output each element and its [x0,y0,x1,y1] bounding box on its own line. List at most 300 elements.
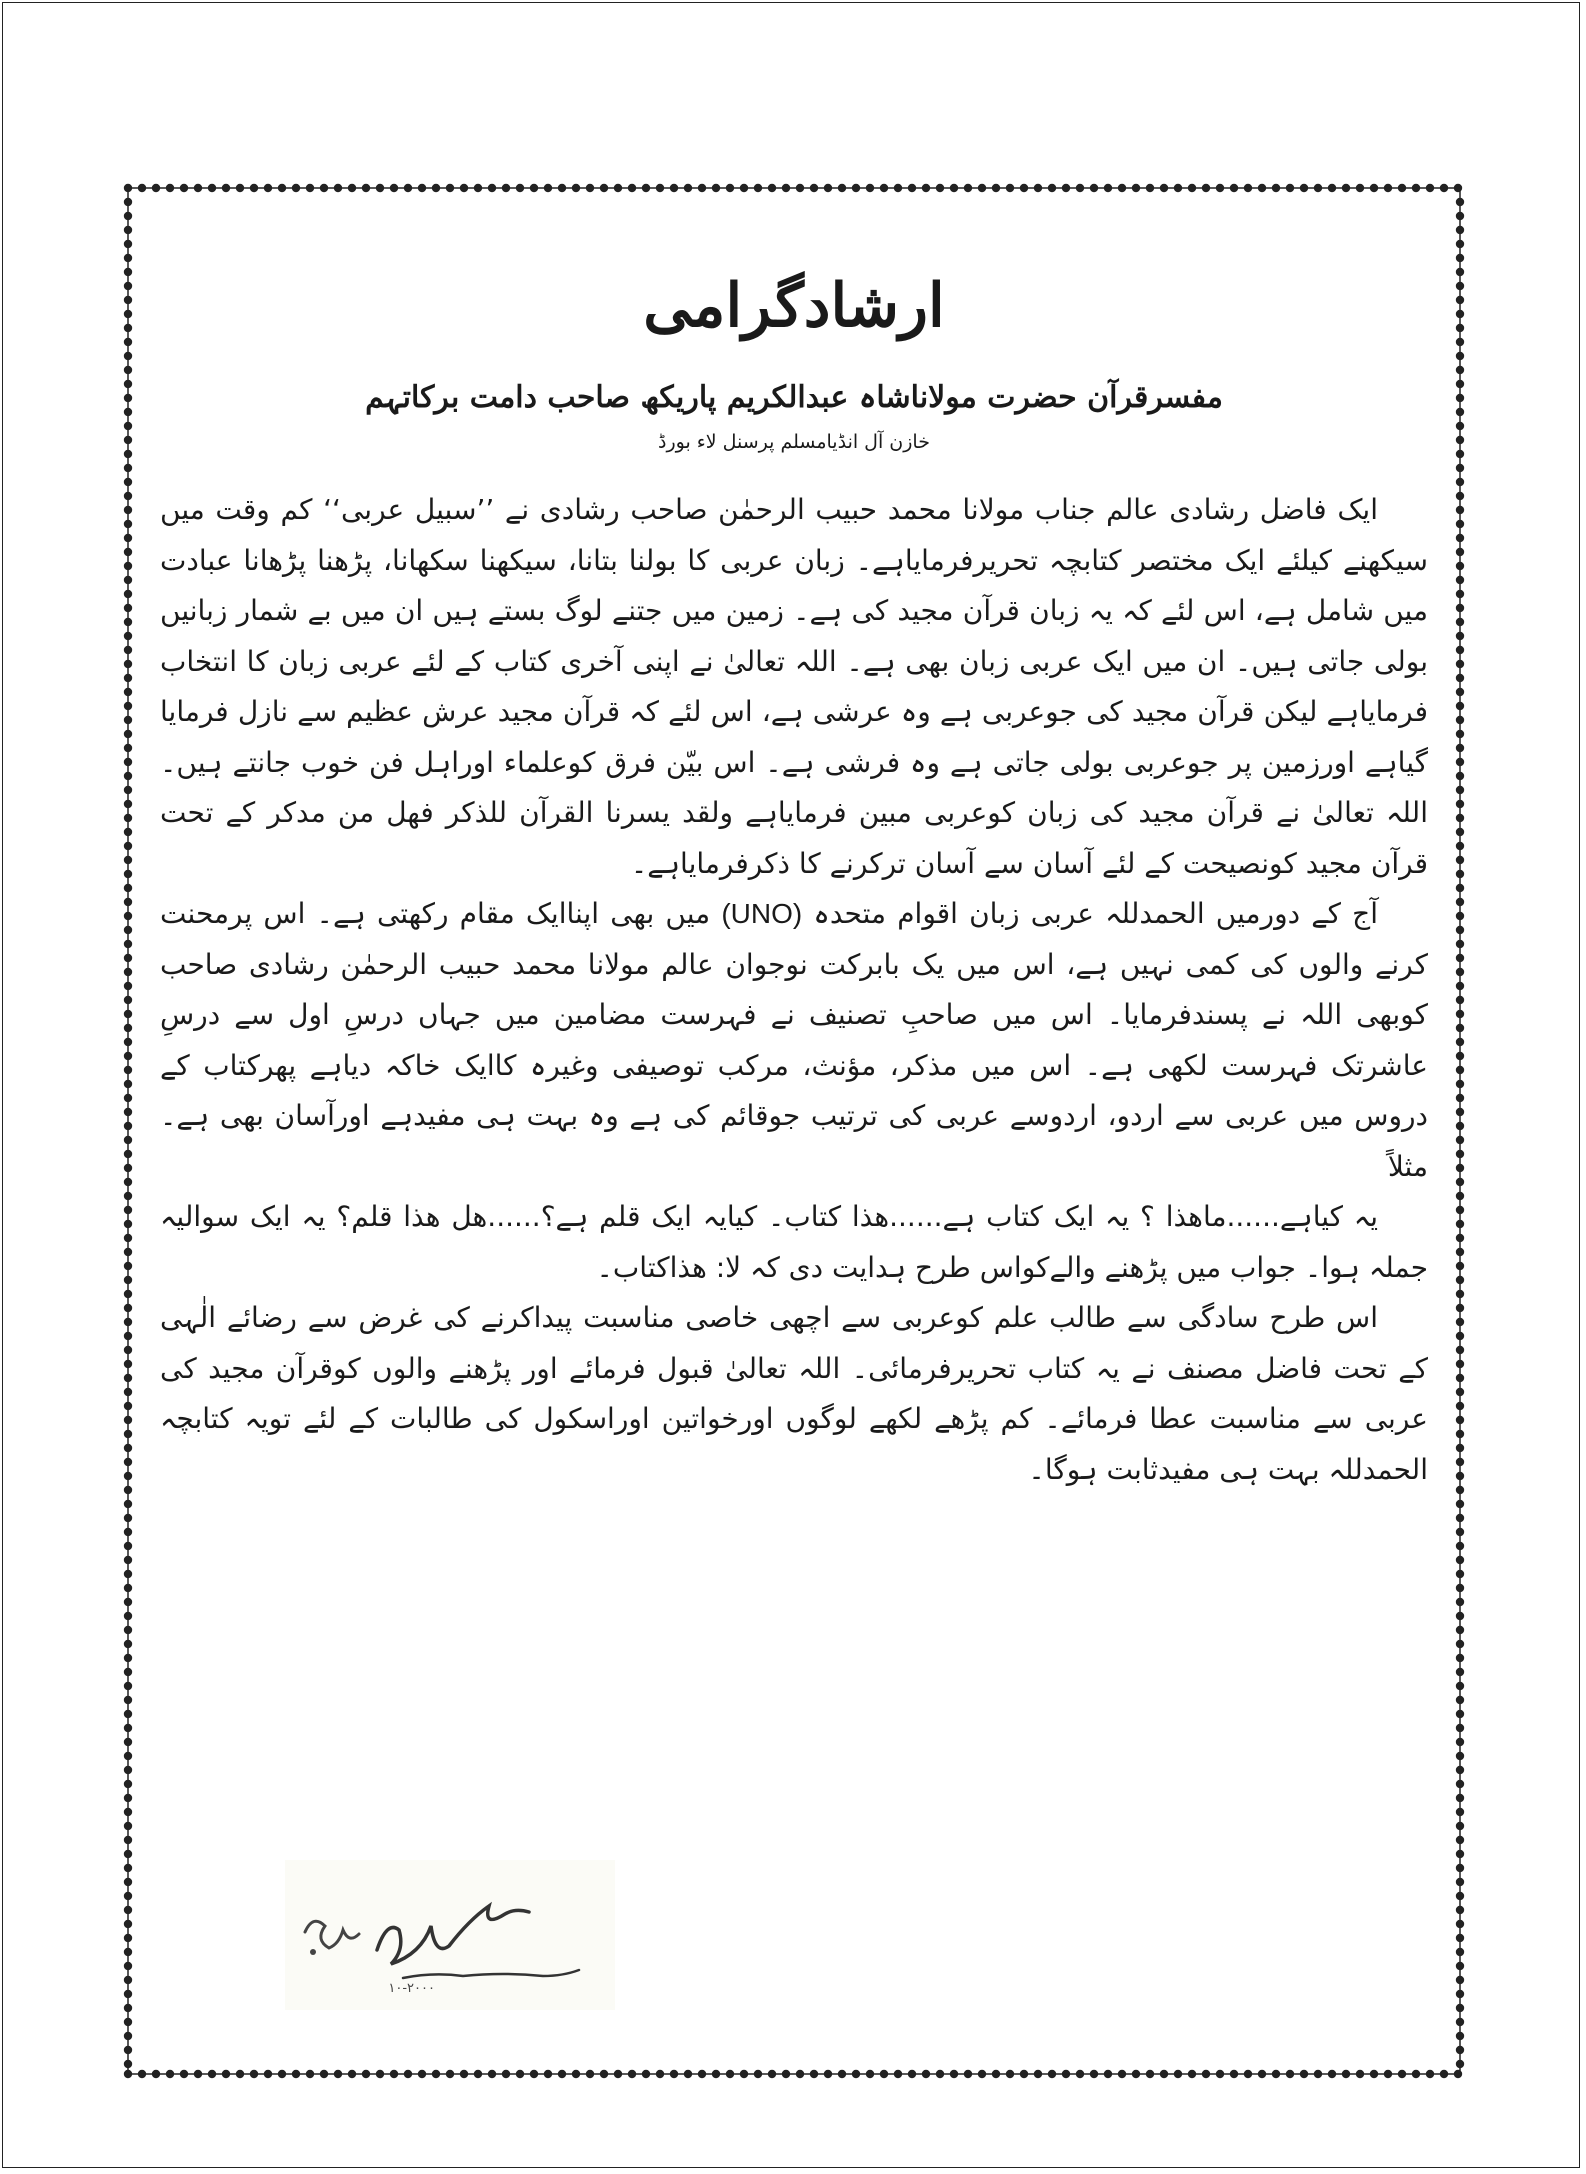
border-dot [124,1136,132,1144]
border-dot [376,2070,384,2078]
border-dot [1048,2070,1056,2078]
border-dot [124,1178,132,1186]
border-dot [1244,184,1252,192]
border-dot [726,184,734,192]
border-dot [278,2070,286,2078]
border-dot [124,1206,132,1214]
border-dot [1456,492,1464,500]
border-dot [124,478,132,486]
border-dot [306,2070,314,2078]
border-dot [124,870,132,878]
border-dot [124,1724,132,1732]
border-dot [796,2070,804,2078]
border-dot [208,184,216,192]
border-dot [390,2070,398,2078]
border-dot [362,2070,370,2078]
border-dot [1456,898,1464,906]
border-dot [124,408,132,416]
border-dot [1456,982,1464,990]
border-dot [1456,562,1464,570]
border-dot [124,1080,132,1088]
border-dot [1104,184,1112,192]
border-dot [1456,1500,1464,1508]
border-dot [124,1052,132,1060]
border-dot [1456,1962,1464,1970]
border-dot [1300,184,1308,192]
border-dot [124,338,132,346]
border-dot [1456,324,1464,332]
border-dot [1456,1528,1464,1536]
border-dot [124,660,132,668]
border-dot [124,1780,132,1788]
border-dot [1456,702,1464,710]
border-dot [838,2070,846,2078]
border-dot [124,1472,132,1480]
border-dot [1286,2070,1294,2078]
border-dot [544,184,552,192]
border-dot [124,492,132,500]
border-dot [124,1850,132,1858]
paragraph-4: اس طرح سادگی سے طالب علم کوعربی سے اچھی خاصی مناسبت پیداکرنے کی غرض سے رضائے الٰہی کے تحت فاضل مصنف نے یہ کتاب تحریرفرمائی۔ اللہ تعالیٰ قبول فرمائے اور پڑھنے والوں کوقرآن مجید کی عربی سے مناسبت عطا فرمائے۔ کم پڑھے لکھے لوگوں اورخواتین اوراسکول کی طالبات کے لئے تویہ کتابچہ الحمدللہ بہت ہی مفیدثابت ہوگا۔ [160,1301,1428,1486]
border-dot [124,1458,132,1466]
border-dot [124,254,132,262]
border-dot [124,1094,132,1102]
border-dot [1456,1668,1464,1676]
border-dot [124,1150,132,1158]
border-dot [1456,1738,1464,1746]
handwritten-signature [285,1860,615,2010]
border-dot [1456,814,1464,822]
border-dot [124,618,132,626]
border-dot [1426,2070,1434,2078]
border-dot [320,184,328,192]
border-dot [1104,2070,1112,2078]
border-dot [292,184,300,192]
border-dot [1300,2070,1308,2078]
border-dot [124,1822,132,1830]
border-dot [1456,520,1464,528]
border-dot [1132,184,1140,192]
border-dot [1456,1486,1464,1494]
border-dot [1062,184,1070,192]
border-dot [1286,184,1294,192]
border-dot [712,184,720,192]
paragraph-1: ایک فاضل رشادی عالم جناب مولانا محمد حبیب الرحمٰن صاحب رشادی نے ’’سبیل عربی‘‘ کم وقت میں سیکھنے کیلئے ایک مختصر کتابچہ تحریرفرمایاہے۔ زبان عربی کا بولنا بتانا، سیکھنا سکھانا، پڑھنا پڑھانا عبادت میں شامل ہے، اس لئے کہ یہ زبان قرآن مجید کی ہے۔ زمین میں جتنے لوگ بستے ہیں ان میں بے شمار زبانیں بولی جاتی ہیں۔ ان میں ایک عربی زبان بھی ہے۔ اللہ تعالیٰ نے اپنی آخری کتاب کے لئے عربی زبان کا انتخاب فرمایاہے لیکن قرآن مجید کی جوعربی ہے وہ عرشی ہے، اس لئے کہ قرآن مجید عرش عظیم سے نازل فرمایا گیاہے اورزمین پر جوعربی بولی جاتی ہے وہ فرشی ہے۔ اس بیّن فرق کوعلماء اوراہل فن خوب جانتے ہیں۔ اللہ تعالیٰ نے قرآن مجید کی زبان کوعربی مبین فرمایاہے ولقد یسرنا القرآن للذکر فھل من مدکر کے تحت قرآن مجید کونصیحت کے لئے آسان سے آسان ترکرنے کا ذکرفرمایاہے۔ [160,493,1428,880]
border-dot [964,184,972,192]
border-dot [306,184,314,192]
border-dot [124,842,132,850]
border-dot [1188,2070,1196,2078]
border-dot [1456,1612,1464,1620]
border-dot [684,2070,692,2078]
border-dot [572,184,580,192]
border-dot [1244,2070,1252,2078]
border-dot [754,184,762,192]
border-dot [180,2070,188,2078]
border-dot [586,2070,594,2078]
border-dot [124,380,132,388]
border-dot [1456,534,1464,542]
border-dot [1456,674,1464,682]
border-dot [124,1528,132,1536]
border-dot [1456,366,1464,374]
border-dot [558,2070,566,2078]
border-dot [1456,2004,1464,2012]
border-dot [1456,1934,1464,1942]
border-dot [1456,1584,1464,1592]
border-dot [1456,422,1464,430]
border-dot [124,1570,132,1578]
border-dot [1456,282,1464,290]
border-dot [1456,1710,1464,1718]
border-dot [124,814,132,822]
border-dot [614,184,622,192]
border-dot [124,1430,132,1438]
border-dot [1456,394,1464,402]
border-dot [124,1696,132,1704]
border-dot [124,1612,132,1620]
border-dot [124,1010,132,1018]
border-dot [698,184,706,192]
border-dot [124,954,132,962]
border-dot [124,198,132,206]
border-dot [124,1598,132,1606]
border-dot [1174,2070,1182,2078]
border-dot [124,1234,132,1242]
border-dot [124,1402,132,1410]
border-dot [1456,1192,1464,1200]
border-dot [726,2070,734,2078]
border-dot [1272,2070,1280,2078]
border-dot [124,2004,132,2012]
border-dot [1456,1318,1464,1326]
border-dot [1456,786,1464,794]
border-dot [740,2070,748,2078]
border-dot [194,184,202,192]
border-dot [1272,184,1280,192]
border-dot [1398,2070,1406,2078]
border-dot [1456,198,1464,206]
border-dot [1370,2070,1378,2078]
border-dot [124,506,132,514]
border-dot [124,1752,132,1760]
border-dot [1356,2070,1364,2078]
border-dot [1118,2070,1126,2078]
border-dot [124,1808,132,1816]
border-dot [446,184,454,192]
border-dot [936,2070,944,2078]
border-dot [1456,1458,1464,1466]
border-dot [1020,2070,1028,2078]
border-dot [698,2070,706,2078]
border-dot [1146,184,1154,192]
border-dot [138,2070,146,2078]
border-dot [124,1976,132,1984]
border-dot [1006,184,1014,192]
border-dot [1456,1654,1464,1662]
border-dot [656,184,664,192]
border-dot [1370,184,1378,192]
border-dot [1202,184,1210,192]
border-dot [1456,1752,1464,1760]
border-dot [1456,478,1464,486]
border-dot [1456,1430,1464,1438]
border-dot [124,1388,132,1396]
border-dot [1034,2070,1042,2078]
border-dot [978,2070,986,2078]
border-dot [124,1626,132,1634]
border-dot [1456,744,1464,752]
border-dot [124,786,132,794]
border-dot [1456,926,1464,934]
border-dot [1456,1402,1464,1410]
border-dot [1456,940,1464,948]
border-dot [404,184,412,192]
border-dot [1342,184,1350,192]
border-dot [1456,240,1464,248]
border-dot [208,2070,216,2078]
border-dot [754,2070,762,2078]
border-dot [950,2070,958,2078]
paragraph-2-start: آج کے دورمیں الحمدللہ عربی زبان اقوام متحدہ [813,897,1378,930]
border-dot [124,1640,132,1648]
border-dot [1258,2070,1266,2078]
signature-date: ۱۰-۲۰۰۰ [388,1981,435,1996]
border-dot [124,1934,132,1942]
border-dot [124,394,132,402]
border-dot [124,576,132,584]
border-dot [572,2070,580,2078]
border-dot [1456,1038,1464,1046]
border-dot [1456,590,1464,598]
border-dot [1456,338,1464,346]
border-dot [880,2070,888,2078]
border-dot [1456,1010,1464,1018]
border-dot [1456,1164,1464,1172]
border-dot [124,604,132,612]
border-dot [1456,660,1464,668]
border-dot [1456,450,1464,458]
border-dot [1216,184,1224,192]
border-dot [1456,856,1464,864]
border-dot [1342,2070,1350,2078]
border-dot [1456,1836,1464,1844]
border-dot [1314,184,1322,192]
letter-body [160,485,1428,1495]
border-dot [124,2070,132,2078]
border-dot [1456,2046,1464,2054]
border-dot [124,996,132,1004]
border-dot [124,1766,132,1774]
border-dot [936,184,944,192]
border-dot [1456,1892,1464,1900]
border-dot [1456,1794,1464,1802]
border-dot [1456,1850,1464,1858]
border-dot [124,1122,132,1130]
border-dot [264,184,272,192]
border-dot [124,1346,132,1354]
border-dot [236,184,244,192]
border-dot [1456,1976,1464,1984]
border-dot [418,2070,426,2078]
border-dot [1146,2070,1154,2078]
border-dot [1328,184,1336,192]
border-dot [124,856,132,864]
border-dot [124,324,132,332]
border-dot [124,1374,132,1382]
border-dot [1090,2070,1098,2078]
border-dot [124,1836,132,1844]
border-dot [964,2070,972,2078]
border-dot [166,2070,174,2078]
border-dot [124,1584,132,1592]
border-dot [1456,408,1464,416]
border-dot [1456,226,1464,234]
border-dot [1456,828,1464,836]
border-dot [1456,716,1464,724]
border-dot [1454,184,1462,192]
border-dot [1456,1472,1464,1480]
border-dot [124,1360,132,1368]
border-dot [502,2070,510,2078]
border-dot [124,926,132,934]
border-dot [124,1486,132,1494]
border-dot [124,1332,132,1340]
border-dot [1048,184,1056,192]
border-dot [1062,2070,1070,2078]
border-dot [474,2070,482,2078]
border-dot [222,2070,230,2078]
border-dot [1456,954,1464,962]
border-dot [852,2070,860,2078]
border-dot [1456,604,1464,612]
border-dot [362,184,370,192]
border-dot [600,184,608,192]
border-dot [418,184,426,192]
border-dot [124,2032,132,2040]
border-dot [1456,548,1464,556]
border-dot [1412,184,1420,192]
border-dot [1456,464,1464,472]
border-dot [1384,2070,1392,2078]
border-dot [1456,1024,1464,1032]
author-name: مفسرقرآن حضرت مولاناشاہ عبدالکریم پاریکھ صاحب دامت برکاتہم [365,380,1223,415]
border-dot [1456,618,1464,626]
signature-image [285,1860,615,2010]
border-dot [1456,1822,1464,1830]
border-dot [124,184,132,192]
border-dot [124,744,132,752]
border-dot [642,2070,650,2078]
border-dot [124,226,132,234]
border-dot [670,2070,678,2078]
border-dot [1456,1206,1464,1214]
border-dot [1456,1122,1464,1130]
border-dot [124,1962,132,1970]
border-dot [1456,688,1464,696]
border-dot [124,1794,132,1802]
border-dot [124,1248,132,1256]
border-dot [124,1164,132,1172]
border-dot [1230,2070,1238,2078]
border-dot [628,184,636,192]
border-dot [1230,184,1238,192]
border-dot [1456,380,1464,388]
border-dot [1456,1234,1464,1242]
border-dot [278,184,286,192]
border-dot [796,184,804,192]
border-dot [1440,2070,1448,2078]
border-dot [530,184,538,192]
border-dot [124,884,132,892]
border-dot [656,2070,664,2078]
border-dot [1456,730,1464,738]
border-dot [124,520,132,528]
border-dot [222,184,230,192]
border-dot [1118,184,1126,192]
border-dot [124,716,132,724]
border-dot [124,898,132,906]
border-dot [1456,1640,1464,1648]
border-dot [628,2070,636,2078]
border-dot [488,2070,496,2078]
border-dot [894,2070,902,2078]
border-dot [460,184,468,192]
border-dot [1456,1780,1464,1788]
border-dot [978,184,986,192]
border-dot [432,2070,440,2078]
border-dot [642,184,650,192]
border-dot [1456,1570,1464,1578]
border-dot [1456,1290,1464,1298]
border-dot [600,2070,608,2078]
border-dot [124,1948,132,1956]
border-dot [1314,2070,1322,2078]
border-dot [1456,1080,1464,1088]
border-dot [544,2070,552,2078]
author-designation: خازن آل انڈیامسلم پرسنل لاء بورڈ [658,431,930,453]
border-dot [1456,1598,1464,1606]
border-dot [810,2070,818,2078]
border-dot [1456,968,1464,976]
border-dot [1456,1766,1464,1774]
border-dot [488,184,496,192]
border-dot [768,2070,776,2078]
border-dot [124,674,132,682]
border-dot [810,184,818,192]
border-dot [124,1290,132,1298]
border-dot [124,1738,132,1746]
border-dot [516,2070,524,2078]
border-dot [348,184,356,192]
border-dot [124,1416,132,1424]
border-dot [124,1514,132,1522]
border-dot [1258,184,1266,192]
border-dot [838,184,846,192]
border-dot [124,1192,132,1200]
border-dot [124,2060,132,2068]
document-title: ارشادگرامی [643,271,945,341]
border-dot [1456,352,1464,360]
border-dot [124,1276,132,1284]
border-dot [320,2070,328,2078]
border-dot [1456,842,1464,850]
border-dot [124,1024,132,1032]
border-dot [124,1654,132,1662]
border-dot [1456,310,1464,318]
paragraph-2-rest: میں بھی اپناایک مقام رکھتی ہے۔ اس پرمحنت کرنے والوں کی کمی نہیں ہے، اس میں یک بابرکت نوجوان عالم مولانا محمد حبیب الرحمٰن رشادی صاحب کوبھی اللہ نے پسندفرمایا۔ اس میں صاحبِ تصنیف نے فہرست مضامین میں جہاں درسِ اول سے درسِ عاشرتک فہرست لکھی ہے۔ اس میں مذکر، مؤنث، مرکب توصیفی وغیرہ کاایک خاکہ دیاہے پھرکتاب کے دروس میں عربی سے اردو، اردوسے عربی کی ترتیب جوقائم کی ہے وہ بہت ہی مفیدہے اورآسان بھی ہے۔ مثلاً [160,897,1428,1183]
border-dot [124,1990,132,1998]
